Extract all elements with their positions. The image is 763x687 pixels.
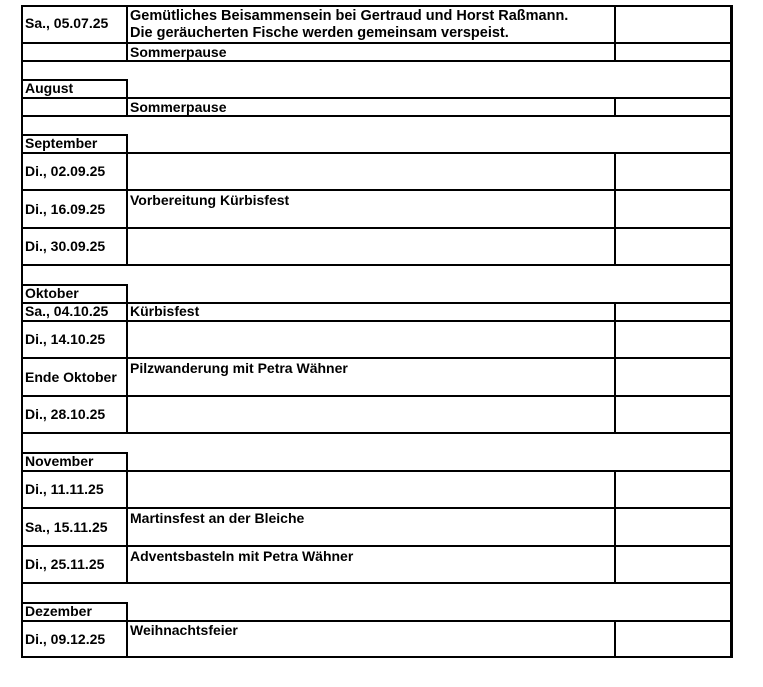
event-cell: Vorbereitung Kürbisfest — [130, 192, 290, 208]
month-header: Oktober — [25, 285, 79, 301]
event-cell: Gemütliches Beisammensein bei Gertraud und Horst Raßmann. — [130, 8, 569, 24]
table-border-left — [21, 5, 23, 657]
event-cell-line2: Die geräucherten Fische werden gemeinsam verspeist. — [130, 25, 509, 41]
month-header: November — [25, 453, 94, 469]
date-cell: Di., 02.09.25 — [25, 163, 106, 179]
schedule-table — [21, 5, 733, 657]
event-cell: Sommerpause — [130, 44, 227, 60]
event-cell: Pilzwanderung mit Petra Wähner — [130, 360, 348, 376]
date-cell: Di., 30.09.25 — [25, 238, 106, 254]
event-cell: Weihnachtsfeier — [130, 622, 238, 638]
date-cell: Di., 25.11.25 — [25, 556, 105, 572]
event-cell: Adventsbasteln mit Petra Wähner — [130, 548, 354, 564]
date-cell: Di., 16.09.25 — [25, 201, 106, 217]
date-cell: Sa., 15.11.25 — [25, 519, 108, 535]
date-cell: Sa., 05.07.25 — [25, 15, 109, 31]
event-cell: Martinsfest an der Bleiche — [130, 510, 305, 526]
event-cell: Kürbisfest — [130, 303, 200, 319]
month-header: Dezember — [25, 603, 92, 619]
date-cell: Ende Oktober — [25, 369, 117, 385]
event-cell: Sommerpause — [130, 99, 227, 115]
date-cell: Di., 14.10.25 — [25, 331, 106, 347]
month-header: September — [25, 135, 98, 151]
table-border-right — [730, 5, 733, 657]
date-cell: Di., 28.10.25 — [25, 406, 106, 422]
month-header: August — [25, 80, 74, 96]
date-cell: Sa., 04.10.25 — [25, 303, 109, 319]
date-cell: Di., 11.11.25 — [25, 481, 104, 497]
date-cell: Di., 09.12.25 — [25, 631, 106, 647]
